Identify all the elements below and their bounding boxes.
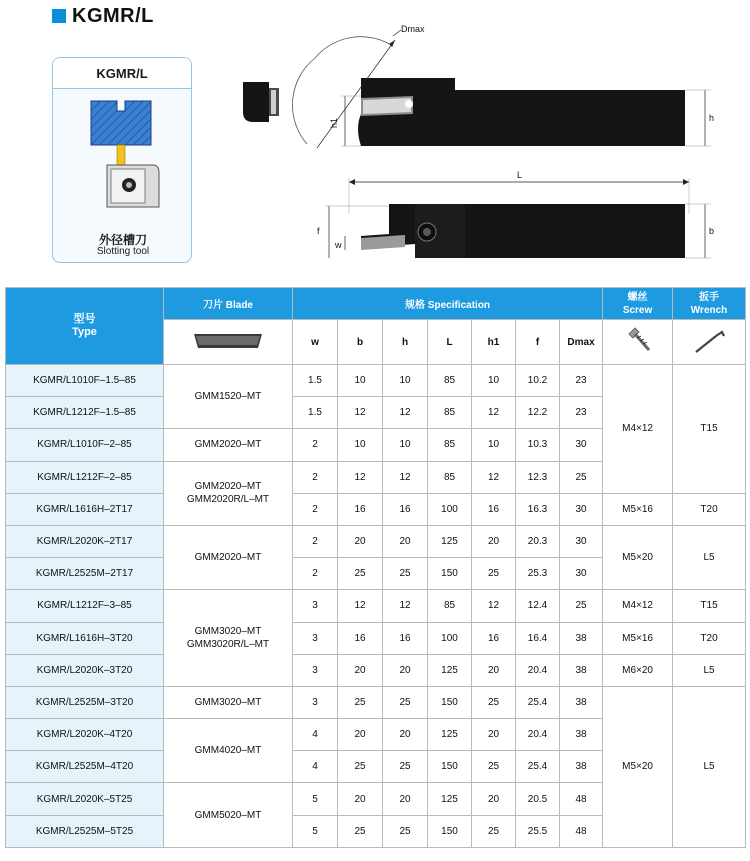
f-cell: 20.4	[516, 719, 560, 751]
table-row	[6, 686, 746, 718]
w-cell: 2	[293, 493, 338, 525]
page-title	[52, 4, 154, 28]
L-cell: 150	[428, 751, 472, 783]
card-title: KGMR/L	[53, 58, 191, 89]
f-cell: 25.4	[516, 751, 560, 783]
w-cell: 4	[293, 751, 338, 783]
h-cell: 25	[383, 815, 428, 847]
f-cell: 16.4	[516, 622, 560, 654]
blade-cell: GMM2020–MT	[164, 525, 293, 589]
type-header: 型号 Type	[6, 288, 164, 365]
blade-cell: GMM3020–MT	[164, 686, 293, 718]
col-header-dmax: Dmax	[560, 320, 603, 365]
L-cell: 125	[428, 525, 472, 557]
w-cell: 5	[293, 815, 338, 847]
model-cell: KGMR/L2525M–3T20	[6, 686, 164, 718]
w-cell: 5	[293, 783, 338, 815]
model-cell: KGMR/L2020K–3T20	[6, 654, 164, 686]
L-cell: 85	[428, 590, 472, 622]
h-cell: 12	[383, 590, 428, 622]
screw-icon	[603, 320, 673, 365]
table-row	[6, 365, 746, 397]
h-cell: 12	[383, 461, 428, 493]
card-caption-cn: 外径槽刀	[98, 233, 147, 247]
h-cell: 16	[383, 622, 428, 654]
h1-cell: 25	[472, 686, 516, 718]
h1-cell: 16	[472, 493, 516, 525]
h-cell: 12	[383, 397, 428, 429]
screw-cell: M5×16	[603, 493, 673, 525]
h-cell: 10	[383, 429, 428, 461]
b-cell: 16	[338, 493, 383, 525]
col-header-b: b	[338, 320, 383, 365]
h-cell: 25	[383, 751, 428, 783]
wrench-icon	[673, 320, 746, 365]
dmax-cell: 30	[560, 493, 603, 525]
dmax-cell: 48	[560, 815, 603, 847]
h1-cell: 25	[472, 558, 516, 590]
w-cell: 1.5	[293, 397, 338, 429]
end-view	[243, 82, 279, 122]
table-row	[6, 493, 746, 525]
model-cell: KGMR/L1212F–1.5–85	[6, 397, 164, 429]
L-cell: 150	[428, 815, 472, 847]
b-cell: 20	[338, 719, 383, 751]
blade-cell: GMM2020–MT GMM2020R/L–MT	[164, 461, 293, 525]
dmax-cell: 25	[560, 590, 603, 622]
h1-cell: 20	[472, 719, 516, 751]
h-cell: 25	[383, 558, 428, 590]
h-label: h	[709, 113, 715, 123]
blade-cell: GMM4020–MT	[164, 719, 293, 783]
b-cell: 20	[338, 654, 383, 686]
h1-cell: 20	[472, 654, 516, 686]
dmax-cell: 38	[560, 654, 603, 686]
f-cell: 10.3	[516, 429, 560, 461]
col-header-f: f	[516, 320, 560, 365]
col-header-h: h	[383, 320, 428, 365]
h1-cell: 12	[472, 397, 516, 429]
spec-table	[5, 287, 746, 848]
b-cell: 20	[338, 525, 383, 557]
f-cell: 20.5	[516, 783, 560, 815]
col-header-L: L	[428, 320, 472, 365]
blade-cell: GMM1520–MT	[164, 365, 293, 429]
dmax-cell: 23	[560, 397, 603, 429]
h1-label: h1	[329, 117, 339, 128]
model-cell: KGMR/L1010F–2–85	[6, 429, 164, 461]
h-cell: 20	[383, 654, 428, 686]
h1-cell: 12	[472, 461, 516, 493]
model-cell: KGMR/L1616H–2T17	[6, 493, 164, 525]
blade-cell: GMM3020–MT GMM3020R/L–MT	[164, 590, 293, 687]
model-cell: KGMR/L2020K–4T20	[6, 719, 164, 751]
wrench-cell: T20	[673, 622, 746, 654]
screw-cell: M5×20	[603, 525, 673, 589]
L-cell: 125	[428, 783, 472, 815]
model-cell: KGMR/L1616H–3T20	[6, 622, 164, 654]
b-cell: 12	[338, 461, 383, 493]
b-cell: 12	[338, 590, 383, 622]
b-cell: 10	[338, 365, 383, 397]
screw-cell: M5×20	[603, 686, 673, 847]
wrench-cell: T15	[673, 590, 746, 622]
wrench-cell: T20	[673, 493, 746, 525]
table-row	[6, 525, 746, 557]
tool-type-card	[52, 57, 192, 263]
dmax-label: Dmax	[401, 24, 425, 34]
h1-cell: 20	[472, 783, 516, 815]
screw-header: 螺丝 Screw	[603, 288, 673, 320]
dmax-cell: 38	[560, 622, 603, 654]
dmax-cell: 38	[560, 686, 603, 718]
card-caption	[53, 234, 192, 258]
f-cell: 12.2	[516, 397, 560, 429]
L-cell: 100	[428, 622, 472, 654]
dmax-cell: 30	[560, 558, 603, 590]
blade-header: 刀片 Blade	[164, 288, 293, 320]
h1-cell: 16	[472, 622, 516, 654]
h-cell: 20	[383, 783, 428, 815]
f-label: f	[317, 226, 320, 236]
f-cell: 16.3	[516, 493, 560, 525]
L-cell: 125	[428, 654, 472, 686]
b-cell: 10	[338, 429, 383, 461]
b-cell: 16	[338, 622, 383, 654]
w-cell: 2	[293, 429, 338, 461]
h1-cell: 10	[472, 365, 516, 397]
b-cell: 25	[338, 558, 383, 590]
L-cell: 85	[428, 365, 472, 397]
w-cell: 4	[293, 719, 338, 751]
dmax-cell: 30	[560, 525, 603, 557]
f-cell: 12.3	[516, 461, 560, 493]
plan-view	[292, 24, 714, 148]
w-cell: 3	[293, 590, 338, 622]
w-cell: 3	[293, 654, 338, 686]
f-cell: 25.5	[516, 815, 560, 847]
h1-cell: 12	[472, 590, 516, 622]
h1-cell: 25	[472, 815, 516, 847]
model-cell: KGMR/L2020K–5T25	[6, 783, 164, 815]
w-cell: 3	[293, 686, 338, 718]
h-cell: 20	[383, 525, 428, 557]
w-cell: 2	[293, 461, 338, 493]
h-cell: 10	[383, 365, 428, 397]
dmax-cell: 38	[560, 751, 603, 783]
screw-cell: M4×12	[603, 590, 673, 622]
blade-cell: GMM5020–MT	[164, 783, 293, 847]
w-cell: 2	[293, 558, 338, 590]
f-cell: 20.4	[516, 654, 560, 686]
col-header-h1: h1	[472, 320, 516, 365]
f-cell: 10.2	[516, 365, 560, 397]
w-cell: 1.5	[293, 365, 338, 397]
model-cell: KGMR/L2525M–4T20	[6, 751, 164, 783]
L-cell: 85	[428, 461, 472, 493]
title-accent-square	[52, 9, 66, 23]
wrench-cell: L5	[673, 686, 746, 847]
L-cell: 150	[428, 558, 472, 590]
f-cell: 20.3	[516, 525, 560, 557]
model-cell: KGMR/L2525M–5T25	[6, 815, 164, 847]
table-row	[6, 590, 746, 622]
dmax-cell: 25	[560, 461, 603, 493]
blade-cell: GMM2020–MT	[164, 429, 293, 461]
dmax-cell: 23	[560, 365, 603, 397]
specification-header: 规格 Specification	[293, 288, 603, 320]
screw-cell: M6×20	[603, 654, 673, 686]
L-label: L	[517, 170, 523, 180]
wrench-cell: T15	[673, 365, 746, 494]
screw-cell: M5×16	[603, 622, 673, 654]
wrench-cell: L5	[673, 525, 746, 589]
b-cell: 12	[338, 397, 383, 429]
b-cell: 25	[338, 686, 383, 718]
tool-dimension-drawing	[225, 18, 725, 268]
model-cell: KGMR/L2020K–2T17	[6, 525, 164, 557]
wrench-header: 扳手 Wrench	[673, 288, 746, 320]
page-title-text: KGMR/L	[72, 4, 154, 27]
b-cell: 20	[338, 783, 383, 815]
h1-cell: 20	[472, 525, 516, 557]
model-cell: KGMR/L2525M–2T17	[6, 558, 164, 590]
L-cell: 85	[428, 429, 472, 461]
w-cell: 2	[293, 525, 338, 557]
slotting-tool-icon	[53, 89, 192, 234]
h-cell: 16	[383, 493, 428, 525]
b-cell: 25	[338, 751, 383, 783]
b-cell: 25	[338, 815, 383, 847]
wrench-cell: L5	[673, 654, 746, 686]
h-cell: 20	[383, 719, 428, 751]
model-cell: KGMR/L1010F–1.5–85	[6, 365, 164, 397]
w-cell: 3	[293, 622, 338, 654]
L-cell: 125	[428, 719, 472, 751]
table-row	[6, 622, 746, 654]
L-cell: 100	[428, 493, 472, 525]
table-row	[6, 654, 746, 686]
side-view	[317, 170, 714, 258]
col-header-w: w	[293, 320, 338, 365]
dmax-cell: 30	[560, 429, 603, 461]
h1-cell: 25	[472, 751, 516, 783]
L-cell: 85	[428, 397, 472, 429]
b-label: b	[709, 226, 715, 236]
w-label: w	[335, 240, 342, 250]
h-cell: 25	[383, 686, 428, 718]
dmax-cell: 48	[560, 783, 603, 815]
model-cell: KGMR/L1212F–2–85	[6, 461, 164, 493]
h1-cell: 10	[472, 429, 516, 461]
f-cell: 12.4	[516, 590, 560, 622]
model-cell: KGMR/L1212F–3–85	[6, 590, 164, 622]
L-cell: 150	[428, 686, 472, 718]
f-cell: 25.3	[516, 558, 560, 590]
card-caption-en: Slotting tool	[96, 246, 150, 257]
screw-cell: M4×12	[603, 365, 673, 494]
blade-insert-icon	[164, 320, 293, 365]
dmax-cell: 38	[560, 719, 603, 751]
f-cell: 25.4	[516, 686, 560, 718]
